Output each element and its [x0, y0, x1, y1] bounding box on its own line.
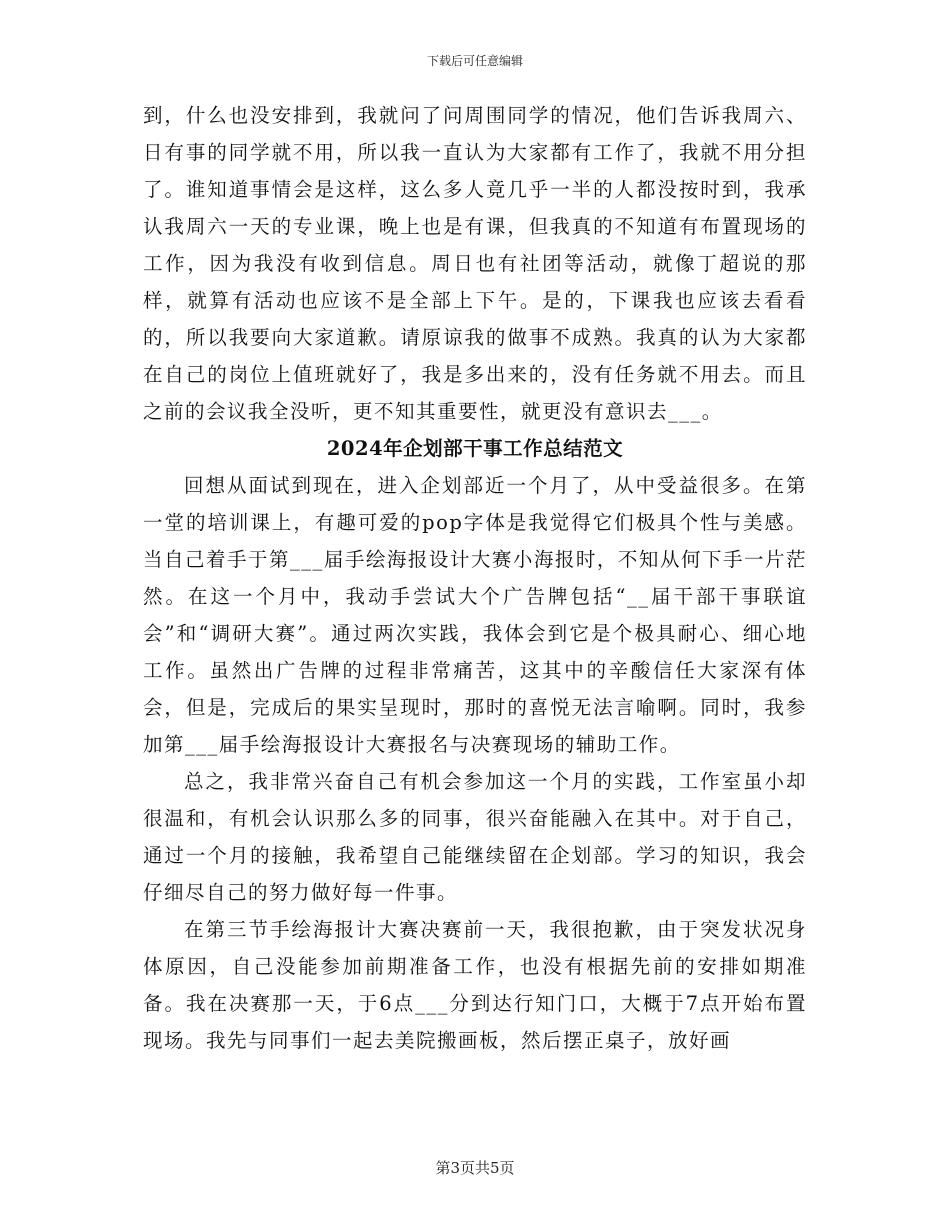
page-number: 第3页共5页	[435, 1159, 515, 1177]
body-paragraph-3: 在第三节手绘海报计大赛决赛前一天，我很抱歉，由于突发状况身体原因，自己没能参加前期准备工作，也没有根据先前的安排如期准备。我在决赛那一天，于6点___分到达行知门口，大概于7点开始布置现场。我先与同事们一起去美院搬画板，然后摆正桌子，放好画	[143, 918, 807, 1052]
document-body	[143, 97, 807, 1059]
intro-paragraph: 到，什么也没安排到，我就问了问周围同学的情况，他们告诉我周六、日有事的同学就不用，所以我一直认为大家都有工作了，我就不用分担了。谁知道事情会是这样，这么多人竟几乎一半的人都没按时到，我承认我周六一天的专业课，晚上也是有课，但我真的不知道有布置现场的工作，因为我没有收到信息。周日也有社团等活动，就像丁超说的那样，就算有活动也应该不是全部上下午。是的，下课我也应该去看看的，所以我要向大家道歉。请原谅我的做事不成熟。我真的认为大家都在自己的岗位上值班就好了，我是多出来的，没有任务就不用去。而且之前的会议我全没听，更不知其重要性，就更没有意识去___。	[143, 104, 807, 423]
page-header: 下载后可任意编辑	[426, 54, 523, 68]
body-paragraph-1: 回想从面试到现在，进入企划部近一个月了，从中受益很多。在第一堂的培训课上，有趣可爱的pop字体是我觉得它们极具个性与美感。当自己着手于第___届手绘海报设计大赛小海报时，不知从何下手一片茫然。在这一个月中，我动手尝试大个广告牌包括“__届干部干事联谊会”和“调研大赛”。通过两次实践，我体会到它是个极具耐心、细心地工作。虽然出广告牌的过程非常痛苦，这其中的辛酸信任大家深有体会，但是，完成后的果实呈现时，那时的喜悦无法言喻啊。同时，我参加第___届手绘海报设计大赛报名与决赛现场的辅助工作。	[143, 474, 807, 756]
body-paragraph-2: 总之，我非常兴奋自己有机会参加这一个月的实践，工作室虽小却很温和，有机会认识那么多的同事，很兴奋能融入在其中。对于自己，通过一个月的接触，我希望自己能继续留在企划部。学习的知识，我会仔细尽自己的努力做好每一件事。	[143, 770, 807, 904]
section-title: 2024年企划部干事工作总结范文	[326, 437, 624, 460]
